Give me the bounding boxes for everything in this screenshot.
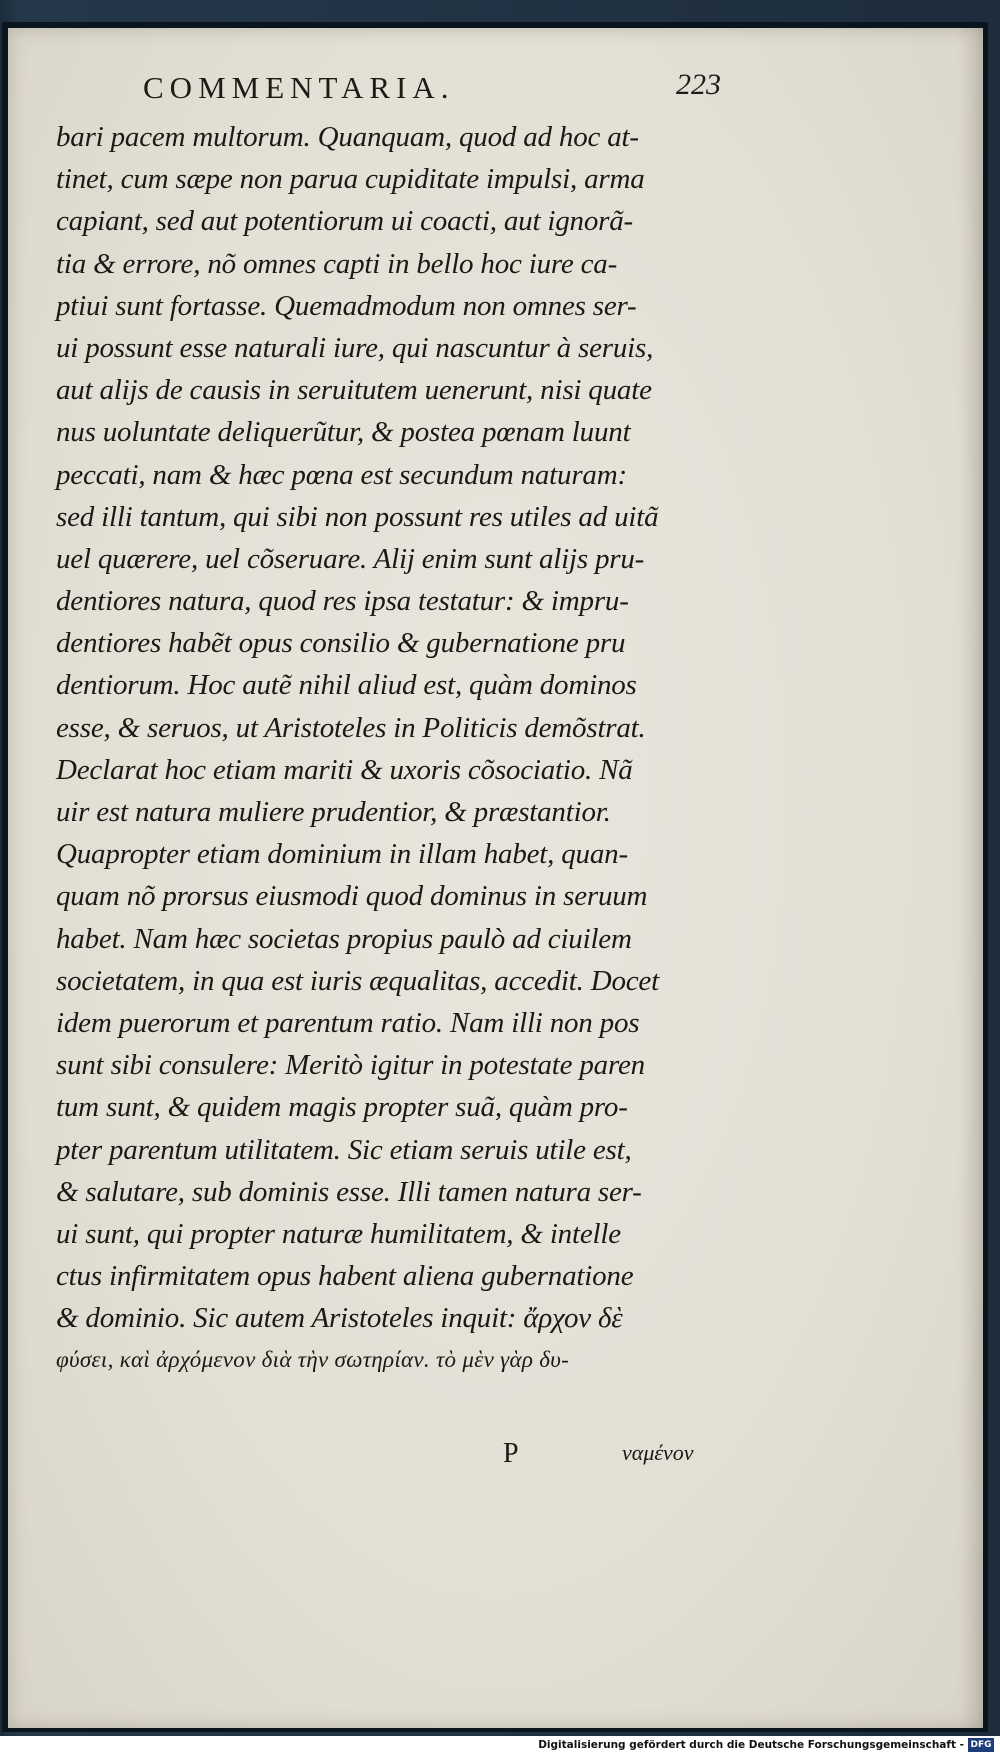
text-line: tum sunt, & quidem magis propter suã, quàm pro- — [56, 1091, 628, 1124]
text-line: Declarat hoc etiam mariti & uxoris cõsociatio. Nã — [56, 753, 633, 786]
greek-text-line: φύσει, καὶ ἀρχόμενον διὰ τὴν σωτηρίαν. τὸ μὲν γὰρ δυ- — [56, 1347, 570, 1373]
text-line: sunt sibi consulere: Meritò igitur in potestate paren — [56, 1049, 645, 1082]
text-line: ui possunt esse naturali iure, qui nascuntur à seruis, — [56, 331, 654, 364]
text-line: quam nõ prorsus eiusmodi quod dominus in seruum — [56, 880, 648, 913]
text-line: ptiui sunt fortasse. Quemadmodum non omnes ser- — [56, 289, 637, 322]
running-head: COMMENTARIA. — [143, 70, 455, 105]
signature-mark: P — [503, 1438, 519, 1469]
text-line: bari pacem multorum. Quanquam, quod ad hoc at- — [56, 121, 639, 153]
text-line: dentiores natura, quod res ipsa testatur: & impru- — [56, 585, 629, 618]
text-line: dentiores habẽt opus consilio & gubernatione pru — [56, 627, 626, 660]
text-line: pter parentum utilitatem. Sic etiam seruis utile est, — [56, 1133, 632, 1166]
text-line: uel quærere, uel cõseruare. Alij enim sunt alijs pru- — [56, 542, 645, 575]
text-line: habet. Nam hæc societas propius paulò ad ciuilem — [56, 922, 632, 955]
text-line: capiant, sed aut potentiorum ui coacti, aut ignorã- — [56, 205, 633, 238]
text-line: sed illi tantum, qui sibi non possunt res utiles ad uitã — [56, 500, 659, 533]
text-line: ctus infirmitatem opus habent aliena gubernatione — [56, 1260, 634, 1293]
text-line: & salutare, sub dominis esse. Illi tamen natura ser- — [56, 1175, 642, 1208]
catchword: ναμένον — [622, 1440, 694, 1465]
text-line: esse, & seruos, ut Aristoteles in Politicis demõstrat. — [56, 711, 646, 744]
text-line: peccati, nam & hæc pœna est secundum naturam: — [56, 458, 627, 491]
text-line: & dominio. Sic autem Aristoteles inquit: ἄρχον δὲ — [56, 1302, 623, 1335]
body-text — [56, 116, 756, 1382]
text-line: tia & errore, nõ omnes capti in bello hoc iure ca- — [56, 247, 618, 280]
text-line: aut alijs de causis in seruitutem uenerunt, nisi quate — [56, 374, 652, 407]
text-line: uir est natura muliere prudentior, & præstantior. — [56, 796, 611, 828]
text-line: ui sunt, qui propter naturæ humilitatem, & intelle — [56, 1217, 621, 1250]
text-line: societatem, in qua est iuris æqualitas, accedit. Docet — [56, 964, 659, 997]
text-line: nus uoluntate deliquerũtur, & postea pœnam luunt — [56, 416, 631, 449]
book-page — [8, 28, 983, 1728]
text-line: idem puerorum et parentum ratio. Nam illi non pos — [56, 1006, 640, 1039]
text-line: dentiorum. Hoc autẽ nihil aliud est, quàm dominos — [56, 669, 637, 702]
text-line: Quapropter etiam dominium in illam habet, quan- — [56, 838, 628, 871]
page-gutter — [957, 28, 983, 1728]
text-line: tinet, cum sæpe non parua cupiditate impulsi, arma — [56, 163, 645, 196]
page-number: 223 — [676, 68, 721, 101]
funding-credit: Digitalisierung gefördert durch die Deutsche Forschungsgemeinschaft - — [538, 1739, 964, 1751]
dfg-logo: DFG — [968, 1738, 994, 1752]
